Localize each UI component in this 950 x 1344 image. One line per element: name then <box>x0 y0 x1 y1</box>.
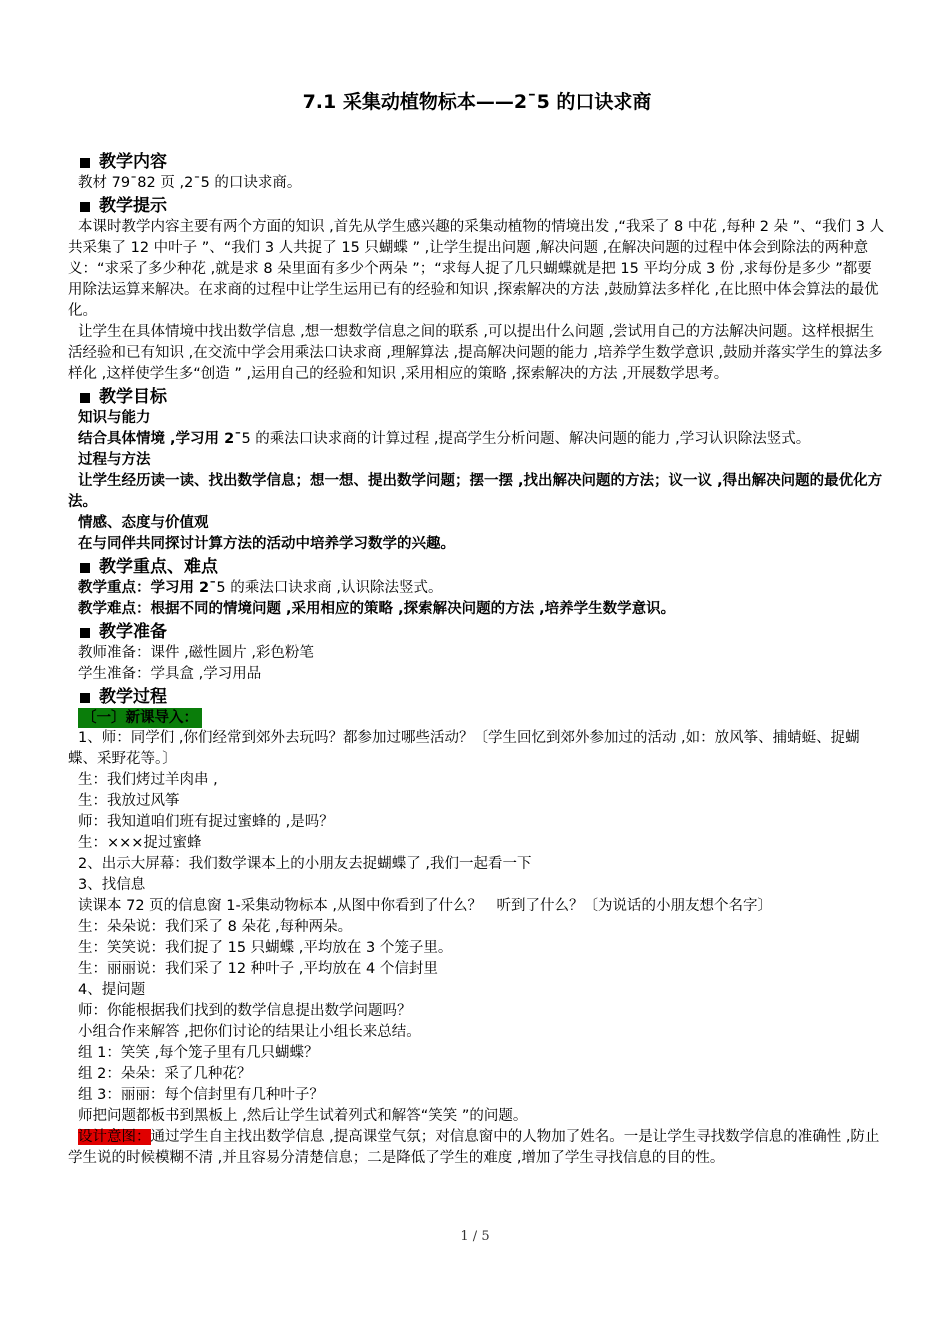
goal-process-text: 让学生经历读一读、找出数学信息；想一想、提出数学问题；摆一摆 ,找出解决问题的方法；议一议 ,得出解决问题的最优化方法。 <box>68 473 883 510</box>
square-bullet-icon <box>80 693 90 703</box>
key-focus <box>68 578 886 599</box>
heading-text: 教学提示 <box>99 196 167 216</box>
square-bullet-icon <box>80 563 90 573</box>
process-line: 读课本 72 页的信息窗 1-采集动物标本 ,从图中你看到了什么？ 听到了什么？〔为说话的小朋友想个名字〕 <box>78 898 772 914</box>
design-intent-text: 通过学生自主找出数学信息 ,提高课堂气氛；对信息窗中的人物加了姓名。一是让学生寻找数学信息的准确性 ,防止学生说的时候模糊不清 ,并且容易分清楚信息；二是降低了学生的难度 ,增加了学生寻找信息的目的性。 <box>68 1129 880 1166</box>
heading-text: 教学准备 <box>99 622 167 642</box>
square-bullet-icon <box>80 158 90 168</box>
key-focus-rest: 5 的乘法口诀求商 ,认识除法竖式。 <box>216 580 443 596</box>
process-line: 师：我知道咱们班有捉过蜜蜂的 ,是吗？ <box>78 814 334 830</box>
process-line: 组 1：笑笑 ,每个笼子里有几只蝴蝶？ <box>78 1045 319 1061</box>
prep-student: 学生准备：学具盒 ,学习用品 <box>78 666 262 682</box>
document-page <box>68 88 886 1169</box>
prep-teacher: 教师准备：课件 ,磁性圆片 ,彩色粉笔 <box>78 645 314 661</box>
goal-emotion-title: 情感、态度与价值观 <box>78 515 209 531</box>
process-line: 生：我放过风筝 <box>78 793 180 809</box>
goal-knowledge-title: 知识与能力 <box>78 410 151 426</box>
heading-text: 教学过程 <box>99 687 167 707</box>
process-line: 生：丽丽说：我们采了 12 种叶子 ,平均放在 4 个信封里 <box>78 961 438 977</box>
hint-paragraph-2: 让学生在具体情境中找出数学信息 ,想一想数学信息之间的联系 ,可以提出什么问题 ,尝试用自己的方法解决问题。这样根据生活经验和已有知识 ,在交流中学会用乘法口诀求商 ,理解算法 ,提高解决问题的能力 ,培养学生数学意识 ,鼓励并落实学生的算法多样化 ,这样使学生多“创造 ” ,运用自己的经验和知识 ,采用相应的策略 ,探索解决的方法 ,开展数学思考。 <box>68 324 883 382</box>
key-difficulty: 教学难点：根据不同的情境问题 ,采用相应的策略 ,探索解决问题的方法 ,培养学生数学意识。 <box>78 601 676 617</box>
goal-knowledge-bold: 结合具体情境 ,学习用 2¯ <box>78 431 242 447</box>
process-line: 生：我们烤过羊肉串 , <box>78 772 218 788</box>
process-line: 师把问题都板书到黑板上 ,然后让学生试着列式和解答“笑笑 ”的问题。 <box>78 1108 528 1124</box>
process-line: 1、师：同学们 ,你们经常到郊外去玩吗？都参加过哪些活动？〔学生回忆到郊外参加过的活动 ,如：放风筝、捕蜻蜓、捉蝴蝶、采野花等。〕 <box>68 730 860 767</box>
design-intent <box>68 1127 886 1169</box>
design-intent-label: 设计意图： <box>78 1129 151 1145</box>
document-title: 7.1 采集动植物标本——2¯5 的口诀求商 <box>302 91 652 113</box>
heading-text: 教学目标 <box>99 387 167 407</box>
section-heading-process <box>68 687 886 708</box>
process-line: 组 3：丽丽：每个信封里有几种叶子？ <box>78 1087 324 1103</box>
process-line: 生：×××捉过蜜蜂 <box>78 835 202 851</box>
process-part1-label: 〔一〕新课导入： <box>78 708 202 728</box>
goal-knowledge-rest: 5 的乘法口诀求商的计算过程 ,提高学生分析问题、解决问题的能力 ,学习认识除法竖式。 <box>241 431 811 447</box>
goal-emotion-text: 在与同伴共同探讨计算方法的活动中培养学习数学的兴趣。 <box>78 536 455 552</box>
section-heading-content <box>68 152 886 173</box>
goal-knowledge-text <box>68 429 886 450</box>
page-number: 1 / 5 <box>460 1229 490 1244</box>
section-heading-hint <box>68 196 886 217</box>
square-bullet-icon <box>80 628 90 638</box>
square-bullet-icon <box>80 202 90 212</box>
process-part1-row <box>68 708 886 728</box>
goal-process-title: 过程与方法 <box>78 452 151 468</box>
process-line: 组 2：朵朵：采了几种花？ <box>78 1066 252 1082</box>
heading-text: 教学重点、难点 <box>99 557 218 577</box>
process-line: 生：笑笑说：我们捉了 15 只蝴蝶 ,平均放在 3 个笼子里。 <box>78 940 453 956</box>
process-line: 小组合作来解答 ,把你们讨论的结果让小组长来总结。 <box>78 1024 421 1040</box>
section-heading-prep <box>68 622 886 643</box>
process-line: 4、提问题 <box>78 982 146 998</box>
process-line: 生：朵朵说：我们采了 8 朵花 ,每种两朵。 <box>78 919 353 935</box>
section-heading-goals <box>68 387 886 408</box>
hint-paragraph-1: 本课时教学内容主要有两个方面的知识 ,首先从学生感兴趣的采集动植物的情境出发 ,“我采了 8 中花 ,每种 2 朵 ”、“我们 3 人共采集了 12 中叶子 ”、“我们 3 人共捉了 15 只蝴蝶 ” ,让学生提出问题 ,解决问题 ,在解决问题的过程中体会到除法的两种意义：“求采了多少种花 ,就是求 8 朵里面有多少个两朵 ”；“求每人捉了几只蝴蝶就是把 15 平均分成 3 份 ,求每份是多少 ”都要用除法运算来解决。在求商的过程中让学生运用已有的经验和知识 ,探索解决的方法 ,鼓励算法多样化 ,在比照中体会算法的最优化。 <box>68 219 885 319</box>
process-line: 师：你能根据我们找到的数学信息提出数学问题吗？ <box>78 1003 412 1019</box>
process-line: 2、出示大屏幕：我们数学课本上的小朋友去捉蝴蝶了 ,我们一起看一下 <box>78 856 532 872</box>
section-heading-key <box>68 557 886 578</box>
square-bullet-icon <box>80 393 90 403</box>
key-focus-bold: 教学重点：学习用 2¯ <box>78 580 217 596</box>
process-line: 3、找信息 <box>78 877 146 893</box>
heading-text: 教学内容 <box>99 152 167 172</box>
content-text: 教材 79¯82 页 ,2¯5 的口诀求商。 <box>78 175 302 191</box>
